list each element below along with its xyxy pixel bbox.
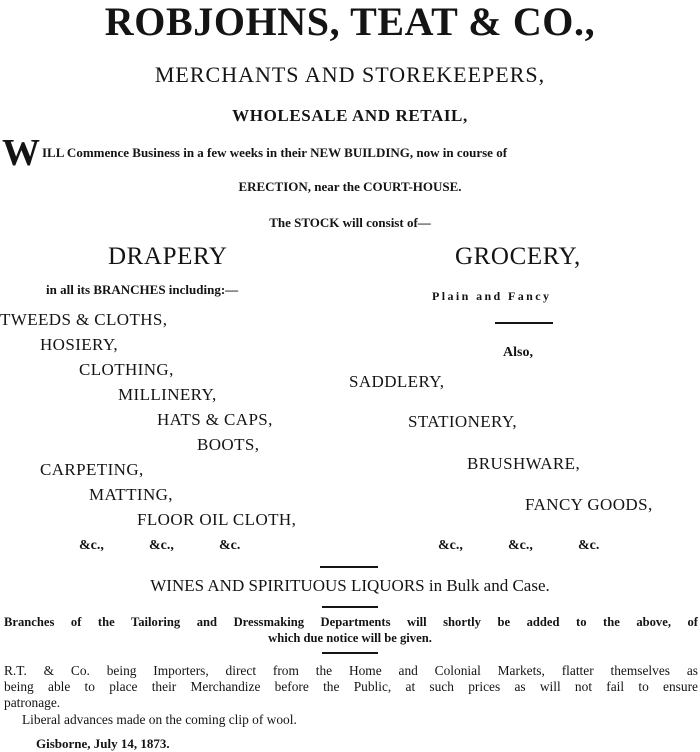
drapery-etc: &c., [149,538,174,553]
intro-line-1: ILL Commence Business in a few weeks in their NEW BUILDING, now in course of [42,145,508,160]
drapery-heading: DRAPERY [108,243,228,270]
drapery-item: TWEEDS & CLOTHS, [0,310,168,329]
section-divider [322,652,378,654]
drapery-item: HATS & CAPS, [157,410,273,429]
drapery-item: BOOTS, [197,435,260,454]
section-divider [320,566,378,568]
branches-line-2: which due notice will be given. [268,631,432,645]
importers-line-1: R.T. & Co. being Importers, direct from the Home and Colonial Markets, flatter themselves as [4,663,698,678]
advert-subtitle: MERCHANTS AND STOREKEEPERS, [154,62,546,87]
drapery-item: CARPETING, [40,460,144,479]
grocery-item: STATIONERY, [408,412,517,431]
advert-title: ROBJOHNS, TEAT & CO., [104,0,596,44]
drapery-etc: &c., [79,538,104,553]
grocery-divider [495,322,553,324]
drapery-etc: &c. [219,538,241,553]
grocery-subheading: Plain and Fancy [432,289,552,303]
branches-line-1: Branches of the Tailoring and Dressmaking Departments will shortly be added to the above, of [4,615,698,629]
importers-line-3: patronage. [4,695,61,710]
grocery-also: Also, [503,345,533,360]
importers-line-2: being able to place their Merchandize before the Public, at such prices as will not fail to ensure [4,679,698,694]
intro-line-2: ERECTION, near the COURT-HOUSE. [238,179,462,194]
section-divider [322,606,378,608]
drop-cap-letter: W [2,132,40,174]
stock-intro: The STOCK will consist of— [269,215,431,230]
grocery-item: FANCY GOODS, [525,495,653,514]
grocery-item: SADDLERY, [349,372,445,391]
drapery-item: FLOOR OIL CLOTH, [137,510,297,529]
grocery-etc: &c., [438,538,463,553]
drapery-item: MATTING, [89,485,173,504]
wines-line: WINES AND SPIRITUOUS LIQUORS in Bulk and Case. [150,576,550,595]
drapery-item: CLOTHING, [79,360,174,379]
grocery-etc: &c. [578,538,600,553]
dateline: Gisborne, July 14, 1873. [36,736,170,751]
advert-subtitle-wholesale: WHOLESALE AND RETAIL, [232,106,468,125]
drapery-subheading: in all its BRANCHES including:— [46,282,239,297]
drapery-item: MILLINERY, [118,385,217,404]
grocery-item: BRUSHWARE, [467,454,581,473]
grocery-etc: &c., [508,538,533,553]
grocery-heading: GROCERY, [455,243,581,270]
drapery-item: HOSIERY, [40,335,118,354]
advances-line: Liberal advances made on the coming clip of wool. [22,712,297,727]
